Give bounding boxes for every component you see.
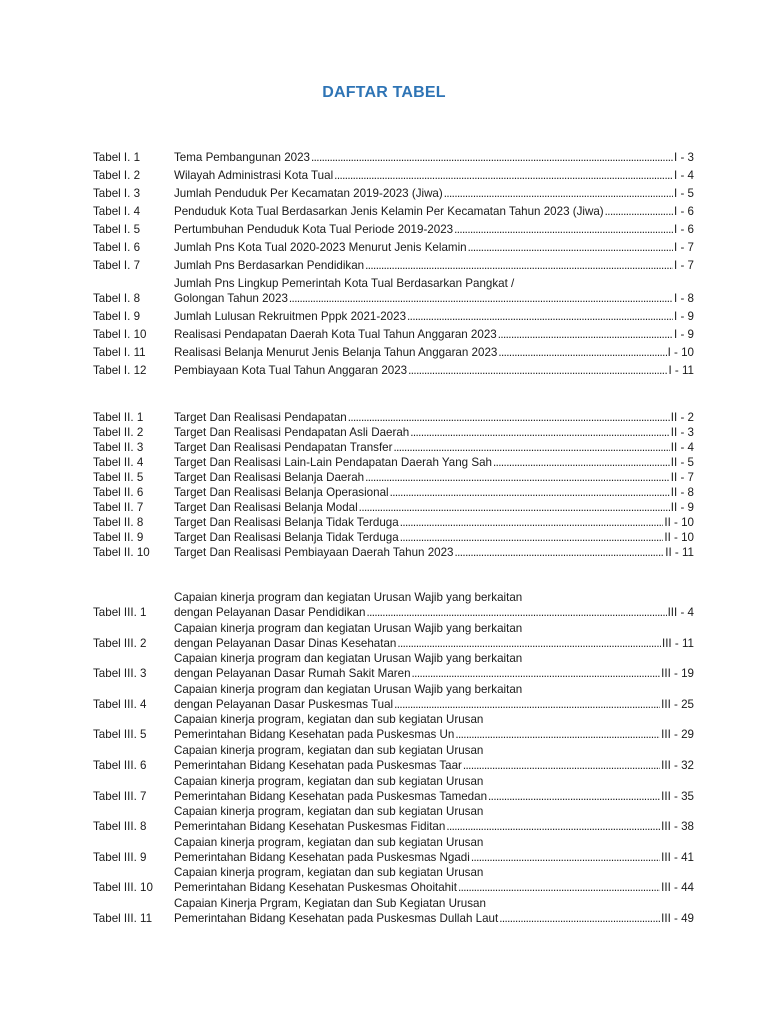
table-number-label: Tabel II. 4 [93,456,144,469]
table-title-line: Target Dan Realisasi Belanja Daerah [174,471,365,484]
dot-leader [334,168,673,183]
table-title-last-line [174,789,694,804]
table-title [174,410,694,425]
table-title-last-line [174,309,694,324]
toc-entry[interactable] [93,410,694,425]
table-number-label: Tabel I. 5 [93,223,141,236]
table-title [174,222,694,237]
table-title-last-line [174,666,694,681]
table-title [174,186,694,201]
table-number-label: Tabel II. 3 [93,441,144,454]
toc-entry[interactable] [93,327,694,342]
table-number-label: Tabel II. 1 [93,411,144,424]
dot-leader [455,727,660,742]
table-title [174,258,694,273]
dot-leader [444,186,673,201]
table-title [174,440,694,455]
table-title-line: Pemerintahan Bidang Kesehatan pada Puskesmas Tamedan [174,789,488,803]
toc-entry[interactable] [93,500,694,515]
page-title: DAFTAR TABEL [322,84,446,101]
page-number: III - 35 [661,789,694,803]
toc-entry[interactable] [93,186,694,201]
toc-entry[interactable] [93,545,694,560]
page-number: III - 25 [661,697,694,711]
table-title-line: Jumlah Pns Lingkup Pemerintah Kota Tual Berdasarkan Pangkat / [174,277,515,290]
toc-entry[interactable] [93,865,694,895]
table-title-last-line [174,911,694,926]
table-list-section-3 [93,590,694,927]
dot-leader [410,425,670,440]
table-title-last-line [174,150,694,165]
table-title-last-line [174,470,694,485]
page-number: I - 4 [674,169,694,182]
table-title [174,470,694,485]
table-title [174,545,694,560]
table-number-label: Tabel III. 4 [93,697,147,711]
page-number: II - 10 [664,531,694,544]
table-title [174,682,694,712]
toc-entry[interactable] [93,590,694,620]
table-number-label: Tabel I. 2 [93,169,141,182]
table-title [174,345,694,360]
dot-leader [393,440,669,455]
dot-leader [498,345,666,360]
toc-entry[interactable] [93,168,694,183]
page-number: II - 7 [670,471,694,484]
table-title-line: Jumlah Pns Kota Tual 2020-2023 Menurut Jenis Kelamin [174,241,467,254]
table-number-label: Tabel III. 5 [93,728,147,742]
table-title-last-line [174,758,694,773]
page-number: I - 10 [667,346,694,359]
table-number-label: Tabel I. 6 [93,241,141,254]
toc-entry[interactable] [93,651,694,681]
table-title-line: Golongan Tahun 2023 [174,292,288,305]
page-number: I - 5 [674,187,694,200]
table-title [174,327,694,342]
table-title-line: dengan Pelayanan Dasar Rumah Sakit Maren [174,667,411,681]
page-number: I - 6 [674,223,694,236]
dot-leader [289,291,673,306]
table-title-last-line [174,258,694,273]
table-title-line: Penduduk Kota Tual Berdasarkan Jenis Kelamin Per Kecamatan Tahun 2023 (Jiwa) [174,205,604,218]
page-number: I - 9 [674,310,694,323]
table-title-last-line [174,636,694,651]
page-number: III - 41 [661,850,694,864]
table-number-label: Tabel I. 11 [93,346,146,359]
table-title [174,150,694,165]
toc-entry[interactable] [93,276,694,306]
table-number-label: Tabel III. 2 [93,636,147,650]
page-number: I - 8 [674,292,694,305]
page-number: II - 10 [664,516,694,529]
table-number-label: Tabel III. 8 [93,820,147,834]
table-title-last-line [174,530,694,545]
table-number-label: Tabel I. 1 [93,151,141,164]
table-title-line: Target Dan Realisasi Belanja Tidak Terduga [174,531,399,544]
dot-leader [454,222,673,237]
table-number-label: Tabel III. 1 [93,606,147,619]
toc-entry[interactable] [93,455,694,470]
table-title-last-line [174,605,694,620]
table-title [174,865,694,895]
table-number-label: Tabel III. 9 [93,850,147,864]
toc-entry[interactable] [93,530,694,545]
dot-leader [493,455,670,470]
table-title-last-line [174,425,694,440]
table-title [174,240,694,255]
table-title [174,363,694,378]
page-number: I - 9 [674,328,694,341]
table-title-line: Pemerintahan Bidang Kesehatan pada Puskesmas Ngadi [174,850,470,864]
table-title [174,276,694,306]
table-title-line: Target Dan Realisasi Pendapatan Asli Daerah [174,426,410,439]
table-title-line: Jumlah Lulusan Rekruitmen Pppk 2021-2023 [174,310,407,323]
table-title [174,712,694,742]
dot-leader [412,666,661,681]
page-number: III - 44 [661,881,694,895]
table-title-last-line [174,485,694,500]
table-title-line: Pemerintahan Bidang Kesehatan pada Puskesmas Un [174,728,455,742]
dot-leader [407,309,673,324]
table-title-line: Capaian kinerja program, kegiatan dan sub kegiatan Urusan [174,866,484,880]
dot-leader [359,500,670,515]
table-title-last-line [174,850,694,865]
table-number-label: Tabel I. 7 [93,259,141,272]
table-number-label: Tabel I. 9 [93,310,141,323]
toc-entry[interactable] [93,743,694,773]
page-number: I - 7 [674,259,694,272]
table-title [174,621,694,651]
dot-leader [365,258,673,273]
table-title [174,455,694,470]
table-number-label: Tabel II. 5 [93,471,144,484]
table-title-last-line [174,186,694,201]
table-list-section-1 [93,150,694,381]
table-title-line: Pemerintahan Bidang Kesehatan pada Puskesmas Taar [174,758,462,772]
dot-leader [394,697,660,712]
table-title-last-line [174,327,694,342]
table-title [174,835,694,865]
page-number: II - 8 [670,486,694,499]
table-title-last-line [174,819,694,834]
table-title-last-line [174,291,694,306]
table-title [174,804,694,834]
table-title-line: Capaian kinerja program, kegiatan dan sub kegiatan Urusan [174,835,484,849]
page-number: II - 9 [670,501,694,514]
table-title-line: Capaian kinerja program, kegiatan dan sub kegiatan Urusan [174,713,484,727]
page-number: III - 11 [661,636,694,650]
table-title-line: Target Dan Realisasi Pendapatan Transfer [174,441,393,454]
table-title [174,743,694,773]
dot-leader [400,515,664,530]
toc-entry[interactable] [93,712,694,742]
table-title [174,651,694,681]
table-title-line: Target Dan Realisasi Belanja Modal [174,501,358,514]
toc-entry[interactable] [93,425,694,440]
table-number-label: Tabel I. 8 [93,292,141,305]
table-title-last-line [174,345,694,360]
table-number-label: Tabel I. 3 [93,187,141,200]
page-number: I - 11 [668,364,694,377]
toc-entry[interactable] [93,485,694,500]
toc-entry[interactable] [93,774,694,804]
table-title-line: Target Dan Realisasi Pembiayaan Daerah Tahun 2023 [174,546,454,559]
toc-entry[interactable] [93,896,694,926]
table-title-last-line [174,204,694,219]
table-title [174,425,694,440]
table-number-label: Tabel II. 8 [93,516,144,529]
table-title [174,774,694,804]
table-title-line: dengan Pelayanan Dasar Puskesmas Tual [174,697,394,711]
dot-leader [463,758,660,773]
table-number-label: Tabel II. 6 [93,486,144,499]
table-number-label: Tabel III. 10 [93,881,153,895]
table-title-line: Pemerintahan Bidang Kesehatan pada Puskesmas Dullah Laut [174,911,499,925]
table-title-line: Capaian kinerja program dan kegiatan Urusan Wajib yang berkaitan [174,591,523,604]
table-number-label: Tabel II. 10 [93,546,150,559]
table-title-line: Tema Pembangunan 2023 [174,151,311,164]
table-title-line: Realisasi Pendapatan Daerah Kota Tual Tahun Anggaran 2023 [174,328,497,341]
toc-entry[interactable] [93,682,694,712]
table-title-last-line [174,545,694,560]
toc-entry[interactable] [93,804,694,834]
dot-leader [446,819,660,834]
toc-entry[interactable] [93,240,694,255]
table-title-line: Target Dan Realisasi Belanja Operasional [174,486,389,499]
page-number: III - 29 [661,728,694,742]
dot-leader [488,789,660,804]
table-number-label: Tabel I. 4 [93,205,141,218]
toc-entry[interactable] [93,258,694,273]
page-number: III - 4 [667,606,694,619]
table-title-line: Capaian kinerja program dan kegiatan Urusan Wajib yang berkaitan [174,682,523,696]
table-title [174,168,694,183]
table-number-label: Tabel III. 7 [93,789,147,803]
table-title-line: Pemerintahan Bidang Kesehatan Puskesmas Fiditan [174,820,446,834]
page-number: I - 6 [674,205,694,218]
table-title-last-line [174,727,694,742]
table-title-last-line [174,168,694,183]
table-title-last-line [174,222,694,237]
table-title-last-line [174,240,694,255]
dot-leader [390,485,670,500]
table-title-last-line [174,410,694,425]
table-title [174,500,694,515]
page-number: II - 11 [665,546,694,559]
toc-entry[interactable] [93,515,694,530]
dot-leader [605,204,673,219]
toc-entry[interactable] [93,309,694,324]
dot-leader [366,605,666,620]
dot-leader [348,410,670,425]
table-title-line: Capaian kinerja program, kegiatan dan sub kegiatan Urusan [174,805,484,819]
table-title-line: dengan Pelayanan Dasar Pendidikan [174,606,366,619]
page-number: III - 32 [661,758,694,772]
table-title-line: Target Dan Realisasi Belanja Tidak Terduga [174,516,399,529]
table-title-line: Capaian kinerja program, kegiatan dan sub kegiatan Urusan [174,774,484,788]
table-title [174,896,694,926]
table-title-line: Jumlah Pns Berdasarkan Pendidikan [174,259,365,272]
dot-leader [498,327,673,342]
dot-leader [468,240,673,255]
page-number: III - 19 [661,667,694,681]
toc-entry[interactable] [93,363,694,378]
table-title-last-line [174,455,694,470]
table-title-line: Capaian kinerja program dan kegiatan Urusan Wajib yang berkaitan [174,652,523,666]
table-title-line: Pertumbuhan Penduduk Kota Tual Periode 2019-2023 [174,223,454,236]
page-number: II - 3 [670,426,694,439]
table-number-label: Tabel II. 9 [93,531,144,544]
table-number-label: Tabel II. 2 [93,426,144,439]
toc-entry[interactable] [93,440,694,455]
table-number-label: Tabel III. 3 [93,667,147,681]
dot-leader [499,911,660,926]
page-number: II - 4 [670,441,694,454]
table-number-label: Tabel I. 10 [93,328,147,341]
table-title-last-line [174,515,694,530]
dot-leader [408,363,667,378]
table-title [174,530,694,545]
table-title-last-line [174,440,694,455]
table-title-last-line [174,697,694,712]
table-title-line: Pembiayaan Kota Tual Tahun Anggaran 2023 [174,364,408,377]
table-title-line: Target Dan Realisasi Pendapatan [174,411,347,424]
table-title-line: Pemerintahan Bidang Kesehatan Puskesmas Ohoitahit [174,881,457,895]
table-title-line: dengan Pelayanan Dasar Dinas Kesehatan [174,636,397,650]
page-number: I - 3 [674,151,694,164]
table-title-line: Capaian Kinerja Prgram, Kegiatan dan Sub Kegiatan Urusan [174,896,486,910]
toc-entry[interactable] [93,470,694,485]
table-title-line: Capaian kinerja program, kegiatan dan sub kegiatan Urusan [174,743,484,757]
toc-entry[interactable] [93,222,694,237]
dot-leader [455,545,665,560]
table-title-last-line [174,500,694,515]
page-number: II - 2 [670,411,694,424]
toc-entry[interactable] [93,204,694,219]
table-title-last-line [174,363,694,378]
table-list-section-2 [93,410,694,560]
page-number: III - 38 [661,820,694,834]
table-title-line: Jumlah Penduduk Per Kecamatan 2019-2023 (Jiwa) [174,187,443,200]
toc-entry[interactable] [93,150,694,165]
toc-entry[interactable] [93,835,694,865]
page-number: III - 49 [661,911,694,925]
dot-leader [471,850,660,865]
table-title-line: Capaian kinerja program dan kegiatan Urusan Wajib yang berkaitan [174,621,523,635]
table-number-label: Tabel III. 11 [93,911,153,925]
toc-entry[interactable] [93,621,694,651]
dot-leader [400,530,664,545]
table-title [174,309,694,324]
dot-leader [365,470,670,485]
dot-leader [397,636,661,651]
table-title-last-line [174,880,694,895]
table-title [174,515,694,530]
toc-entry[interactable] [93,345,694,360]
table-title-line: Target Dan Realisasi Lain-Lain Pendapatan Daerah Yang Sah [174,456,492,469]
table-number-label: Tabel III. 6 [93,758,147,772]
table-number-label: Tabel II. 7 [93,501,144,514]
table-title [174,590,694,620]
table-number-label: Tabel I. 12 [93,364,147,377]
table-title-line: Wilayah Administrasi Kota Tual [174,169,334,182]
page-number: I - 7 [674,241,694,254]
table-title [174,204,694,219]
table-title [174,485,694,500]
dot-leader [458,880,660,895]
page-number: II - 5 [670,456,694,469]
table-title-line: Realisasi Belanja Menurut Jenis Belanja Tahun Anggaran 2023 [174,346,498,359]
dot-leader [311,150,673,165]
